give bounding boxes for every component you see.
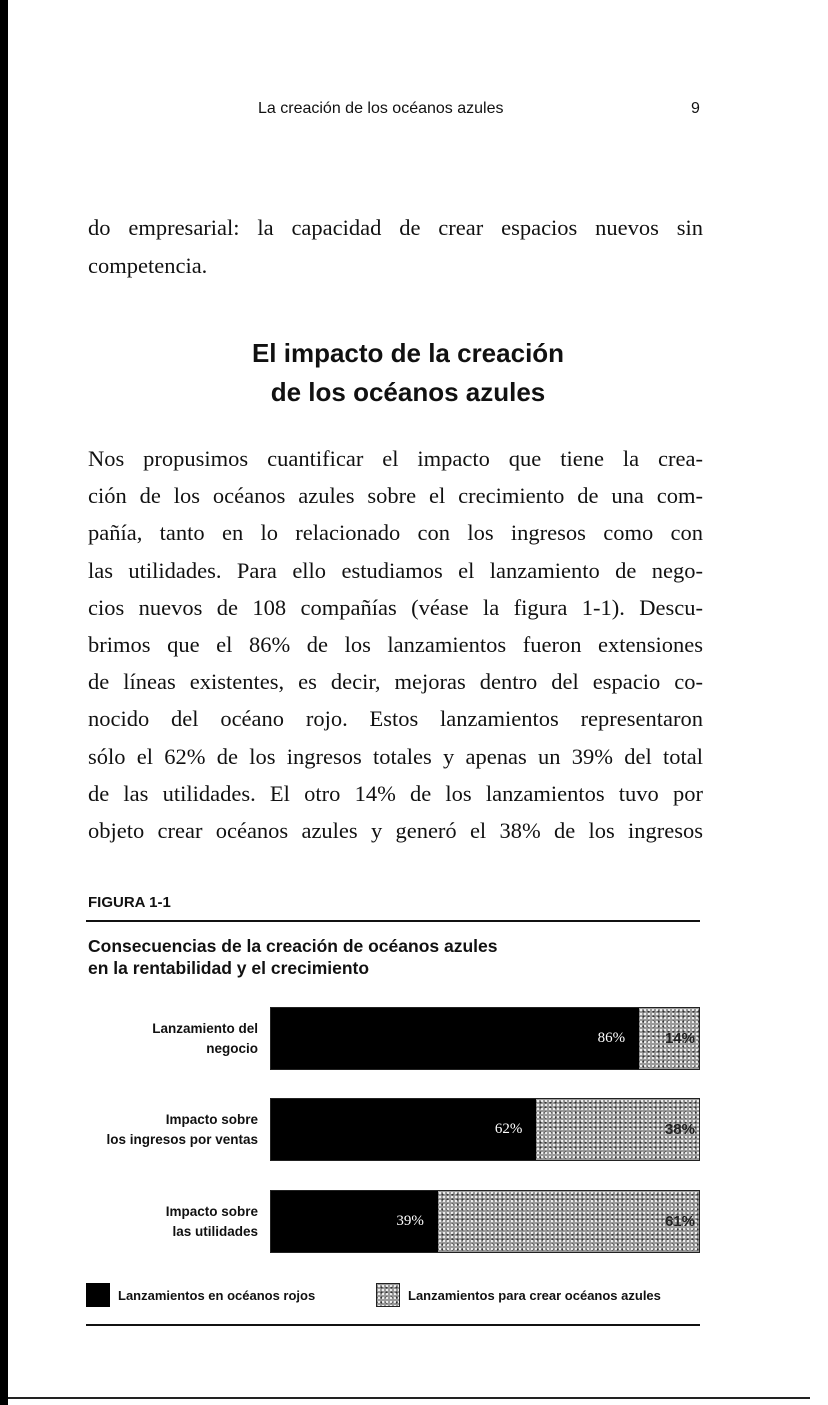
page-number: 9 [691, 100, 700, 117]
figure-bottom-rule [86, 1324, 700, 1326]
text-line: brimos que el 86% de los lanzamientos fueron extensiones [88, 632, 703, 657]
figure-top-rule [86, 920, 700, 922]
text-line: objeto crear océanos azules y generó el 38% de los ingresos [88, 818, 703, 843]
text-line: pañía, tanto en lo relacionado con los ingresos como con [88, 520, 703, 546]
text-line: las utilidades. Para ello estudiamos el lanzamiento de nego- [88, 557, 703, 583]
figure-title [88, 935, 497, 979]
bar-value-label: 39% [396, 1213, 424, 1229]
text-line: competencia. [88, 253, 208, 278]
text-line: ción de los océanos azules sobre el crecimiento de una com- [88, 483, 703, 509]
running-title: La creación de los océanos azules [258, 100, 504, 117]
category-label-line: Impacto sobre [165, 1204, 258, 1219]
bar-category-label [58, 1019, 258, 1059]
bar-category-label [58, 1202, 258, 1242]
text-line: do empresarial: la capacidad de crear espacios nuevos sin [88, 215, 703, 240]
text-line: Nos propusimos cuantificar el impacto que tiene la crea- [88, 446, 703, 471]
text-line: de líneas existentes, es decir, mejoras dentro del espacio co- [88, 669, 703, 695]
text-line: nocido del océano rojo. Estos lanzamientos representaron [88, 706, 703, 732]
scan-edge [0, 0, 8, 1405]
category-label-line: Impacto sobre [165, 1112, 258, 1127]
stacked-bar [270, 1007, 700, 1070]
figure-title-line: Consecuencias de la creación de océanos azules [88, 936, 498, 956]
category-label-line: los ingresos por ventas [106, 1132, 258, 1147]
stacked-bar [270, 1190, 700, 1253]
text-line: cios nuevos de 108 compañías (véase la figura 1-1). Descu- [88, 594, 703, 620]
bar-value-label: 14% [664, 1030, 695, 1047]
legend-item-red [86, 1283, 315, 1307]
bar-segment-blue-ocean [536, 1099, 699, 1160]
legend-label: Lanzamientos en océanos rojos [118, 1287, 316, 1303]
bar-segment-blue-ocean [438, 1191, 699, 1252]
legend-label: Lanzamientos para crear océanos azules [408, 1287, 661, 1303]
bar-value-label: 61% [664, 1213, 695, 1230]
stacked-bar [270, 1098, 700, 1161]
bar-value-label: 62% [494, 1121, 523, 1137]
bar-value-label: 38% [664, 1121, 695, 1138]
figure-label: FIGURA 1-1 [88, 894, 171, 911]
text-line: sólo el 62% de los ingresos totales y apenas un 39% del total [88, 743, 703, 769]
legend-item-blue [376, 1283, 661, 1307]
legend-swatch-red [86, 1283, 110, 1307]
bar-value-label: 86% [597, 1030, 626, 1046]
bar-segment-red-ocean [271, 1008, 639, 1069]
text-line: de las utilidades. El otro 14% de los lanzamientos tuvo por [88, 780, 703, 806]
category-label-line: negocio [206, 1041, 258, 1056]
bar-segment-red-ocean [271, 1191, 438, 1252]
section-heading-line: de los océanos azules [270, 377, 546, 407]
bar-segment-blue-ocean [639, 1008, 699, 1069]
category-label-line: Lanzamiento del [152, 1021, 258, 1036]
bar-category-label [58, 1110, 258, 1150]
scan-bottom-edge [8, 1397, 810, 1399]
section-heading-line: El impacto de la creación [251, 338, 565, 368]
legend-swatch-blue [376, 1283, 400, 1307]
figure-title-line: en la rentabilidad y el crecimiento [88, 958, 370, 978]
category-label-line: las utilidades [172, 1224, 258, 1239]
bar-segment-red-ocean [271, 1099, 536, 1160]
